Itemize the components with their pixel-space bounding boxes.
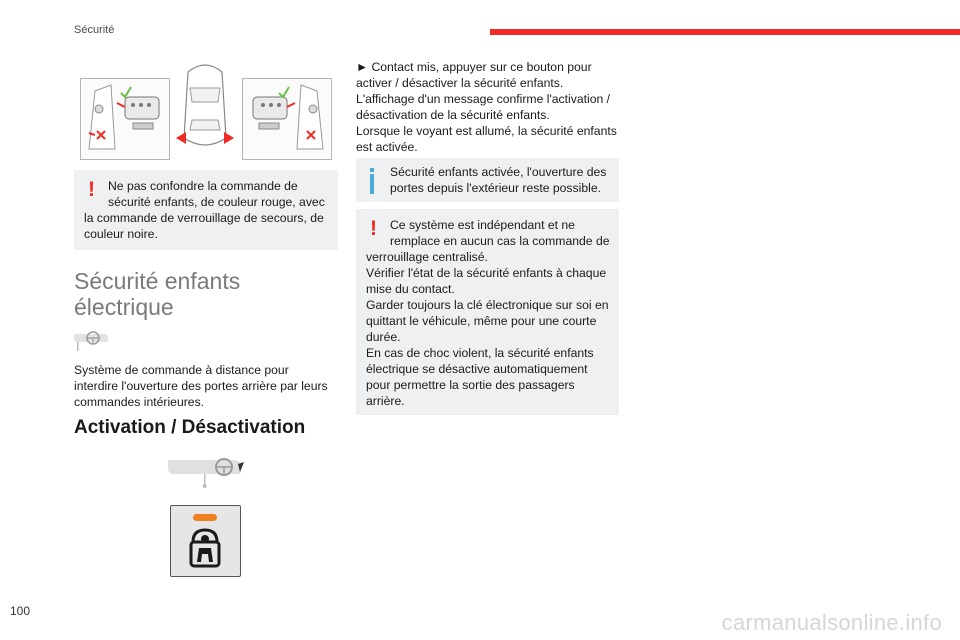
warning-line: Ne pas confondre la commande de [108, 179, 298, 193]
section-title-line1: Sécurité enfants [74, 268, 241, 294]
instruction-line: L'affichage d'un message confirme l'activation / [356, 92, 611, 106]
info-line: Sécurité enfants activée, l'ouverture des [390, 165, 607, 179]
car-top-view [176, 58, 234, 154]
warning-line: Garder toujours la clé électronique sur soi en [366, 298, 609, 312]
warning-line: arrière. [366, 394, 405, 408]
info-box [356, 158, 619, 202]
warning-line: pour permettre la sortie des passagers [366, 378, 575, 392]
section-label: Sécurité [74, 24, 115, 36]
instruction-line: désactivation de la sécurité enfants. [356, 108, 550, 122]
rear-door-left-diagram [80, 78, 170, 160]
child-lock-illustration [80, 58, 330, 158]
warning-box [74, 170, 338, 250]
info-line: portes depuis l'extérieur reste possible. [390, 181, 601, 195]
steering-wheel-location-icon [168, 452, 244, 492]
warning-line: Vérifier l'état de la sécurité enfants à chaque [366, 266, 607, 280]
warning-line: électrique se désactive automatiquement [366, 362, 588, 376]
section-title-line2: électrique [74, 294, 174, 320]
instruction-line: ► Contact mis, appuyer sur ce bouton pour [356, 60, 592, 74]
warning-line: sécurité enfants, de couleur rouge, avec [108, 195, 325, 209]
warning-line: remplace en aucun cas la commande de [390, 234, 610, 248]
instruction-paragraph [356, 59, 626, 155]
warning-line: quittant le véhicule, même pour une courte [366, 314, 597, 328]
intro-line: interdire l'ouverture des portes arrière par leurs [74, 379, 328, 393]
warning-icon: ! [88, 178, 95, 201]
intro-paragraph [74, 362, 344, 410]
warning-line: la commande de verrouillage de secours, de [84, 211, 324, 225]
warning-line: couleur noire. [84, 227, 158, 241]
page-number: 100 [10, 604, 31, 618]
steering-wheel-function-icon [74, 328, 108, 354]
instruction-line: activer / désactiver la sécurité enfants. [356, 76, 564, 90]
intro-line: commandes intérieures. [74, 395, 205, 409]
warning-line: verrouillage centralisé. [366, 250, 488, 264]
activation-heading: Activation / Désactivation [74, 417, 306, 438]
instruction-line: est activée. [356, 140, 418, 154]
instruction-line: Lorsque le voyant est allumé, la sécurité enfants [356, 124, 617, 138]
watermark: carmanualsonline.info [721, 610, 942, 635]
status-led [193, 514, 217, 521]
warning-line: mise du contact. [366, 282, 455, 296]
info-icon [370, 174, 374, 194]
warning-icon: ! [370, 217, 377, 240]
warning-line: durée. [366, 330, 401, 344]
section-title [74, 268, 324, 320]
warning-box [356, 209, 619, 415]
child-lock-icon [187, 528, 223, 568]
warning-line: Ce système est indépendant et ne [390, 218, 575, 232]
header-accent-bar [490, 29, 960, 35]
rear-door-right-diagram [242, 78, 332, 160]
intro-line: Système de commande à distance pour [74, 363, 289, 377]
child-lock-button[interactable] [170, 505, 241, 577]
warning-line: En cas de choc violent, la sécurité enfants [366, 346, 594, 360]
